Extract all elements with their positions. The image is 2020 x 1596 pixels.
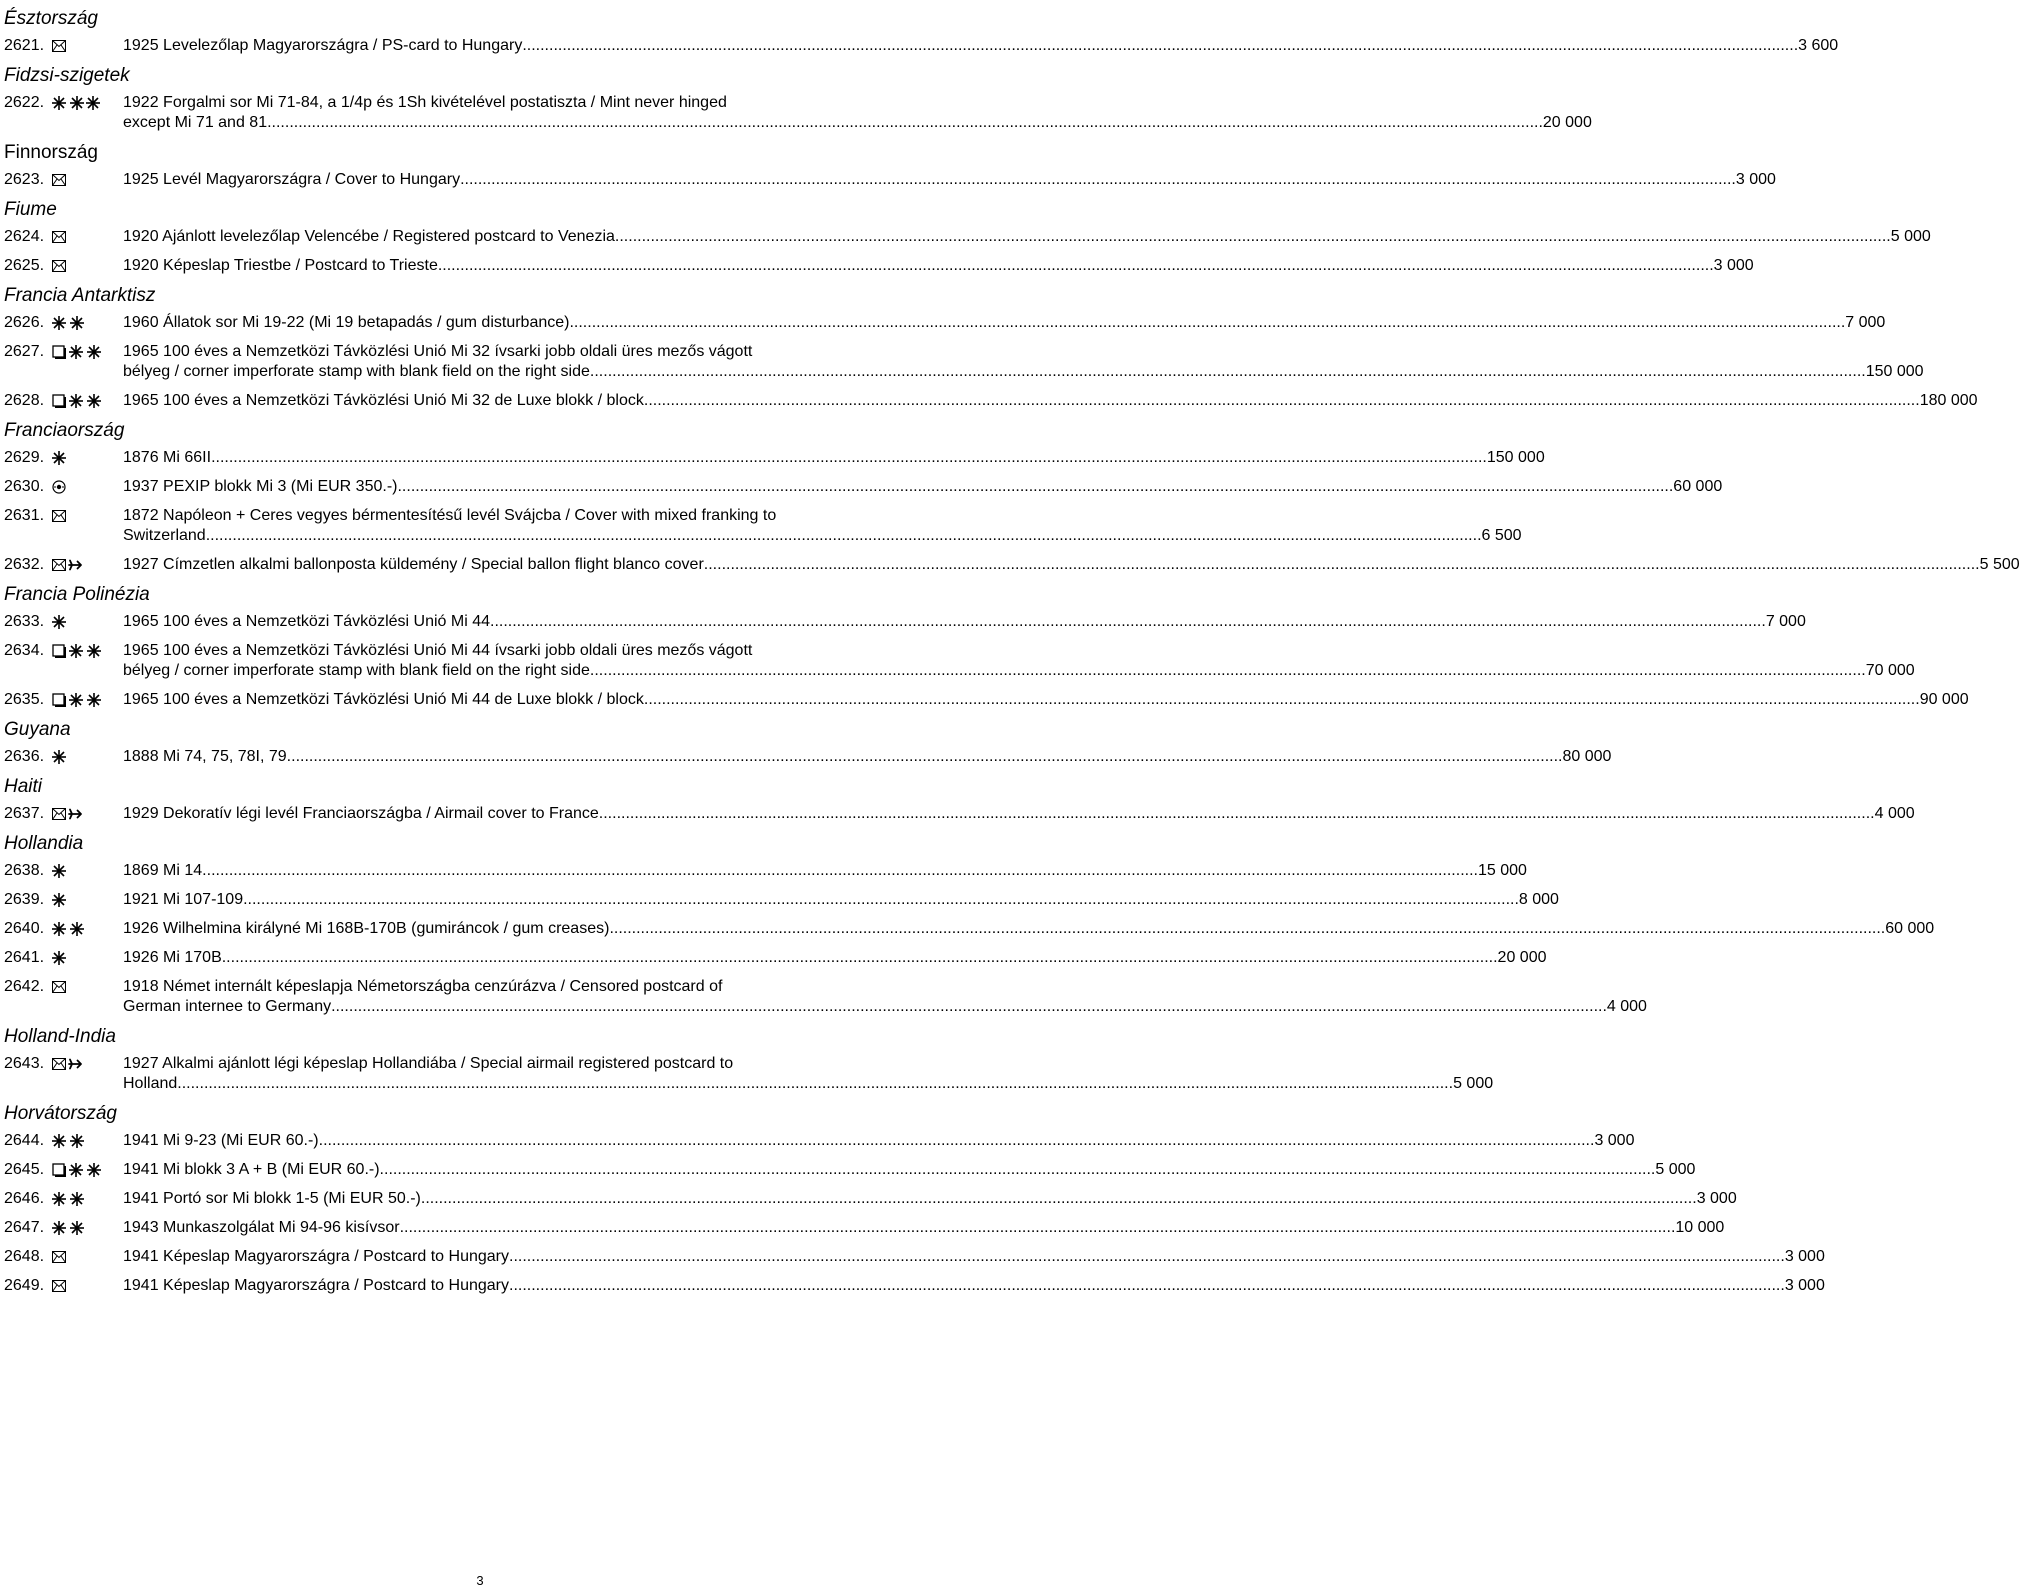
lot-number: 2627.	[4, 343, 45, 360]
envelope-icon	[52, 510, 66, 522]
envelope-icon	[52, 1280, 66, 1292]
leader-dots	[267, 113, 1543, 133]
lot-number: 2643.	[4, 1055, 45, 1072]
lot-line	[123, 113, 1592, 133]
lot-line	[123, 313, 1886, 333]
leader-dots	[206, 526, 1482, 546]
leader-dots	[644, 391, 1920, 411]
condition-symbols	[52, 921, 84, 937]
condition-symbols	[52, 1249, 66, 1265]
lot-line	[123, 1276, 1825, 1296]
lot-price: 3 000	[1784, 1277, 1825, 1294]
lot-entry	[4, 477, 1723, 497]
lot-price: 180 000	[1919, 392, 1978, 409]
lot-line	[123, 1131, 1635, 1151]
condition-symbols	[52, 643, 101, 659]
lot-line	[123, 804, 1915, 824]
lot-description: 1965 100 éves a Nemzetközi Távközlési Unió Mi 44 de Luxe blokk / block	[123, 691, 644, 708]
lot-number: 2631.	[4, 507, 45, 524]
lot-entry	[4, 919, 1935, 939]
lot-number: 2645.	[4, 1161, 45, 1178]
leader-dots	[438, 256, 1714, 276]
condition-symbols	[52, 1278, 66, 1294]
lot-price: 80 000	[1562, 748, 1612, 765]
lot-line	[123, 890, 1559, 910]
leader-dots	[460, 170, 1736, 190]
lot-line	[123, 1074, 1494, 1094]
lot-line	[123, 448, 1545, 468]
leader-dots	[397, 477, 1673, 497]
lot-entry	[4, 890, 1559, 910]
lot-line	[123, 391, 1978, 411]
asterisk-icon	[52, 864, 66, 878]
envelope-icon	[52, 174, 66, 186]
section-title: Finnország	[4, 142, 98, 163]
lot-description: 1941 Portó sor Mi blokk 1-5 (Mi EUR 50.-)	[123, 1190, 421, 1207]
lot-line	[123, 36, 1839, 56]
condition-symbols	[52, 258, 66, 274]
double-asterisk-icon	[52, 1134, 84, 1148]
lot-price: 10 000	[1675, 1219, 1725, 1236]
leader-dots	[704, 555, 1980, 575]
envelope-icon	[52, 40, 66, 52]
lot-description: 1941 Mi 9-23 (Mi EUR 60.-)	[123, 1132, 319, 1149]
lot-description: 1927 Alkalmi ajánlott légi képeslap Hollandiába / Special airmail registered postcard to	[123, 1055, 734, 1072]
leader-dots	[509, 1276, 1785, 1296]
lot-description: 1929 Dekoratív légi levél Franciaországba / Airmail cover to France	[123, 805, 599, 822]
lot-number: 2633.	[4, 613, 45, 630]
lot-line	[123, 227, 1931, 247]
postmark-icon	[52, 480, 66, 494]
lot-line	[123, 526, 1522, 546]
lot-price: 70 000	[1865, 662, 1915, 679]
lot-entry	[4, 612, 1806, 632]
lot-description: Switzerland	[123, 527, 206, 544]
lot-price: 6 500	[1481, 527, 1522, 544]
lot-description: 1943 Munkaszolgálat Mi 94-96 kisívsor	[123, 1219, 400, 1236]
lot-price: 5 000	[1890, 228, 1931, 245]
asterisk-icon	[52, 615, 66, 629]
lot-price: 60 000	[1885, 920, 1935, 937]
lot-line	[123, 362, 1924, 382]
lot-price: 150 000	[1486, 449, 1545, 466]
lot-number: 2637.	[4, 805, 45, 822]
leader-dots	[599, 804, 1875, 824]
block-square-icon	[52, 1163, 67, 1177]
lot-price: 5 500	[1979, 556, 2020, 573]
lot-entry	[4, 36, 1839, 56]
lot-entry	[4, 506, 1522, 546]
leader-dots	[569, 313, 1845, 333]
condition-symbols	[52, 1162, 101, 1178]
lot-price: 3 000	[1696, 1190, 1737, 1207]
lot-price: 60 000	[1673, 478, 1723, 495]
condition-symbols	[52, 479, 66, 495]
lot-price: 5 000	[1655, 1161, 1696, 1178]
leader-dots	[331, 997, 1607, 1017]
lot-price: 20 000	[1497, 949, 1547, 966]
lot-number: 2648.	[4, 1248, 45, 1265]
lot-description: 1926 Mi 170B	[123, 949, 222, 966]
leader-dots	[490, 612, 1766, 632]
lot-description: 1925 Levelezőlap Magyarországra / PS-card to Hungary	[123, 37, 523, 54]
lot-line	[123, 948, 1547, 968]
airplane-icon	[68, 1057, 82, 1071]
lot-description: 1941 Képeslap Magyarországra / Postcard to Hungary	[123, 1248, 509, 1265]
double-asterisk-icon	[69, 644, 101, 658]
lot-entry	[4, 555, 2020, 575]
lot-description: bélyeg / corner imperforate stamp with blank field on the right side	[123, 662, 590, 679]
double-asterisk-icon	[52, 922, 84, 936]
condition-symbols	[52, 1056, 82, 1072]
envelope-icon	[52, 1058, 66, 1070]
lot-price: 8 000	[1518, 891, 1559, 908]
lot-entry	[4, 861, 1527, 881]
section-title: Francia Polinézia	[4, 584, 150, 605]
page-number: 3	[476, 1573, 484, 1588]
leader-dots	[243, 890, 1519, 910]
asterisk-icon	[52, 750, 66, 764]
lot-entry	[4, 977, 1647, 1017]
condition-symbols	[52, 557, 82, 573]
leader-dots	[222, 948, 1498, 968]
lot-price: 90 000	[1919, 691, 1969, 708]
section-title: Horvátország	[4, 1103, 117, 1124]
lot-price: 5 000	[1453, 1075, 1494, 1092]
lot-entry	[4, 1054, 1494, 1094]
leader-dots	[211, 448, 1487, 468]
lot-entry	[4, 256, 1754, 276]
block-square-icon	[52, 394, 67, 408]
condition-symbols	[52, 229, 66, 245]
section-title: Fiume	[4, 199, 57, 220]
section-title: Guyana	[4, 719, 71, 740]
lot-description: 1888 Mi 74, 75, 78I, 79	[123, 748, 287, 765]
lot-entry	[4, 641, 1915, 681]
lot-description: except Mi 71 and 81	[123, 114, 268, 131]
lot-description: 1941 Képeslap Magyarországra / Postcard to Hungary	[123, 1277, 509, 1294]
lot-description: Holland	[123, 1075, 178, 1092]
lot-description: 1876 Mi 66II	[123, 449, 212, 466]
lot-description: 1869 Mi 14	[123, 862, 203, 879]
lot-number: 2646.	[4, 1190, 45, 1207]
double-asterisk-icon	[69, 1163, 101, 1177]
lot-number: 2640.	[4, 920, 45, 937]
leader-dots	[421, 1189, 1697, 1209]
double-asterisk-icon	[52, 96, 84, 110]
lot-price: 15 000	[1477, 862, 1527, 879]
lot-entry	[4, 804, 1915, 824]
lot-description: 1926 Wilhelmina királyné Mi 168B-170B (gumiráncok / gum creases)	[123, 920, 610, 937]
leader-dots	[522, 36, 1798, 56]
section-title: Haiti	[4, 776, 43, 797]
lot-description: 1965 100 éves a Nemzetközi Távközlési Unió Mi 32 de Luxe blokk / block	[123, 392, 644, 409]
lot-number: 2624.	[4, 228, 45, 245]
lot-line	[123, 661, 1915, 681]
section-title: Fidzsi-szigetek	[4, 65, 130, 86]
lot-number: 2628.	[4, 392, 45, 409]
condition-symbols	[52, 172, 66, 188]
lot-number: 2630.	[4, 478, 45, 495]
asterisk-icon	[52, 951, 66, 965]
asterisk-icon	[52, 893, 66, 907]
lot-price: 3 000	[1735, 171, 1776, 188]
condition-symbols	[52, 979, 66, 995]
condition-symbols	[52, 863, 66, 879]
lot-price: 3 600	[1798, 37, 1839, 54]
lot-line	[123, 555, 2020, 575]
lot-line	[123, 1160, 1696, 1180]
airplane-icon	[68, 558, 82, 572]
lot-line	[123, 612, 1806, 632]
lot-entry	[4, 1247, 1825, 1267]
envelope-icon	[52, 260, 66, 272]
lot-description: 1925 Levél Magyarországra / Cover to Hungary	[123, 171, 461, 188]
lot-price: 4 000	[1874, 805, 1915, 822]
lot-number: 2641.	[4, 949, 45, 966]
lot-description: 1920 Ajánlott levelezőlap Velencébe / Registered postcard to Venezia	[123, 228, 615, 245]
lot-line	[123, 256, 1754, 276]
leader-dots	[590, 362, 1866, 382]
lot-entry	[4, 342, 1924, 382]
lot-entry	[4, 1189, 1737, 1209]
double-asterisk-icon	[52, 1221, 84, 1235]
lot-line	[123, 477, 1723, 497]
lot-description: 1965 100 éves a Nemzetközi Távközlési Unió Mi 44	[123, 613, 490, 630]
lot-entry	[4, 1218, 1725, 1238]
lot-number: 2623.	[4, 171, 45, 188]
airplane-icon	[68, 807, 82, 821]
leader-dots	[319, 1131, 1595, 1151]
lot-entry	[4, 313, 1886, 333]
lot-price: 3 000	[1784, 1248, 1825, 1265]
catalogue-page	[4, 4, 2020, 1305]
leader-dots	[202, 861, 1478, 881]
lot-line	[123, 997, 1647, 1017]
lot-price: 4 000	[1606, 998, 1647, 1015]
double-asterisk-icon	[52, 316, 84, 330]
lot-number: 2634.	[4, 642, 45, 659]
section-title: Franciaország	[4, 420, 125, 441]
double-asterisk-icon	[52, 1192, 84, 1206]
double-asterisk-icon	[69, 345, 101, 359]
condition-symbols	[52, 95, 100, 111]
lot-entry	[4, 93, 1592, 133]
envelope-icon	[52, 808, 66, 820]
leader-dots	[590, 661, 1866, 681]
lot-description: 1921 Mi 107-109	[123, 891, 244, 908]
section-title: Francia Antarktisz	[4, 285, 156, 306]
lot-description: 1965 100 éves a Nemzetközi Távközlési Unió Mi 44 ívsarki jobb oldali üres mezős vágott	[123, 642, 753, 659]
leader-dots	[509, 1247, 1785, 1267]
condition-symbols	[52, 806, 82, 822]
section-title: Hollandia	[4, 833, 84, 854]
leader-dots	[644, 690, 1920, 710]
condition-symbols	[52, 692, 101, 708]
double-asterisk-icon	[69, 693, 101, 707]
envelope-icon	[52, 559, 66, 571]
lot-number: 2639.	[4, 891, 45, 908]
lot-number: 2644.	[4, 1132, 45, 1149]
condition-symbols	[52, 450, 66, 466]
lot-entry	[4, 1276, 1825, 1296]
lot-number: 2642.	[4, 978, 45, 995]
lot-price: 3 000	[1713, 257, 1754, 274]
lot-line	[123, 1218, 1725, 1238]
condition-symbols	[52, 508, 66, 524]
lot-number: 2625.	[4, 257, 45, 274]
lot-description: 1872 Napóleon + Ceres vegyes bérmentesítésű levél Svájcba / Cover with mixed franking to	[123, 507, 777, 524]
lot-entry	[4, 1160, 1696, 1180]
lot-price: 150 000	[1865, 363, 1924, 380]
lot-line	[123, 170, 1776, 190]
lot-line	[123, 747, 1612, 767]
lot-number: 2638.	[4, 862, 45, 879]
lot-number: 2629.	[4, 449, 45, 466]
leader-dots	[177, 1074, 1453, 1094]
envelope-icon	[52, 981, 66, 993]
lot-line	[123, 1247, 1825, 1267]
lot-description: bélyeg / corner imperforate stamp with blank field on the right side	[123, 363, 590, 380]
condition-symbols	[52, 344, 101, 360]
asterisk-icon	[52, 451, 66, 465]
condition-symbols	[52, 1133, 84, 1149]
lot-entry	[4, 170, 1776, 190]
condition-symbols	[52, 950, 66, 966]
condition-symbols	[52, 1191, 84, 1207]
lot-entry	[4, 227, 1931, 247]
lot-number: 2632.	[4, 556, 45, 573]
leader-dots	[400, 1218, 1676, 1238]
condition-symbols	[52, 1220, 84, 1236]
lot-entry	[4, 391, 1978, 411]
lot-entry	[4, 448, 1545, 468]
double-asterisk-icon	[69, 394, 101, 408]
lot-description: 1927 Címzetlen alkalmi ballonposta küldemény / Special ballon flight blanco cover	[123, 556, 704, 573]
leader-dots	[380, 1160, 1656, 1180]
lot-line	[123, 861, 1527, 881]
block-square-icon	[52, 644, 67, 658]
lot-number: 2635.	[4, 691, 45, 708]
lot-description: 1922 Forgalmi sor Mi 71-84, a 1/4p és 1Sh kivételével postatiszta / Mint never hinged	[123, 94, 727, 111]
lot-price: 3 000	[1594, 1132, 1635, 1149]
lot-number: 2621.	[4, 37, 45, 54]
lot-description: 1960 Állatok sor Mi 19-22 (Mi 19 betapadás / gum disturbance)	[123, 314, 570, 331]
condition-symbols	[52, 315, 84, 331]
envelope-icon	[52, 231, 66, 243]
lot-number: 2636.	[4, 748, 45, 765]
lot-description: 1941 Mi blokk 3 A + B (Mi EUR 60.-)	[123, 1161, 380, 1178]
section-title: Észtország	[4, 8, 98, 29]
lot-line	[123, 1189, 1737, 1209]
leader-dots	[287, 747, 1563, 767]
lot-entry	[4, 1131, 1635, 1151]
lot-number: 2649.	[4, 1277, 45, 1294]
condition-symbols	[52, 38, 66, 54]
leader-dots	[615, 227, 1891, 247]
lot-description: 1965 100 éves a Nemzetközi Távközlési Unió Mi 32 ívsarki jobb oldali üres mezős vágott	[123, 343, 753, 360]
lot-entry	[4, 690, 1969, 710]
lot-number: 2647.	[4, 1219, 45, 1236]
lot-price: 20 000	[1542, 114, 1592, 131]
lot-number: 2622.	[4, 94, 45, 111]
lot-description: German internee to Germany	[123, 998, 332, 1015]
block-square-icon	[52, 345, 67, 359]
asterisk-icon	[86, 96, 100, 110]
lot-description: 1918 Német internált képeslapja Németországba cenzúrázva / Censored postcard of	[123, 978, 723, 995]
lot-entry	[4, 747, 1612, 767]
lot-price: 7 000	[1845, 314, 1886, 331]
condition-symbols	[52, 749, 66, 765]
block-square-icon	[52, 693, 67, 707]
lot-line	[123, 919, 1935, 939]
lot-number: 2626.	[4, 314, 45, 331]
envelope-icon	[52, 1251, 66, 1263]
section-title: Holland-India	[4, 1026, 116, 1047]
condition-symbols	[52, 614, 66, 630]
leader-dots	[609, 919, 1885, 939]
lot-price: 7 000	[1765, 613, 1806, 630]
lot-line	[123, 690, 1969, 710]
lot-entry	[4, 948, 1547, 968]
lot-description: 1920 Képeslap Triestbe / Postcard to Trieste	[123, 257, 438, 274]
condition-symbols	[52, 892, 66, 908]
condition-symbols	[52, 393, 101, 409]
lot-description: 1937 PEXIP blokk Mi 3 (Mi EUR 350.-)	[123, 478, 398, 495]
